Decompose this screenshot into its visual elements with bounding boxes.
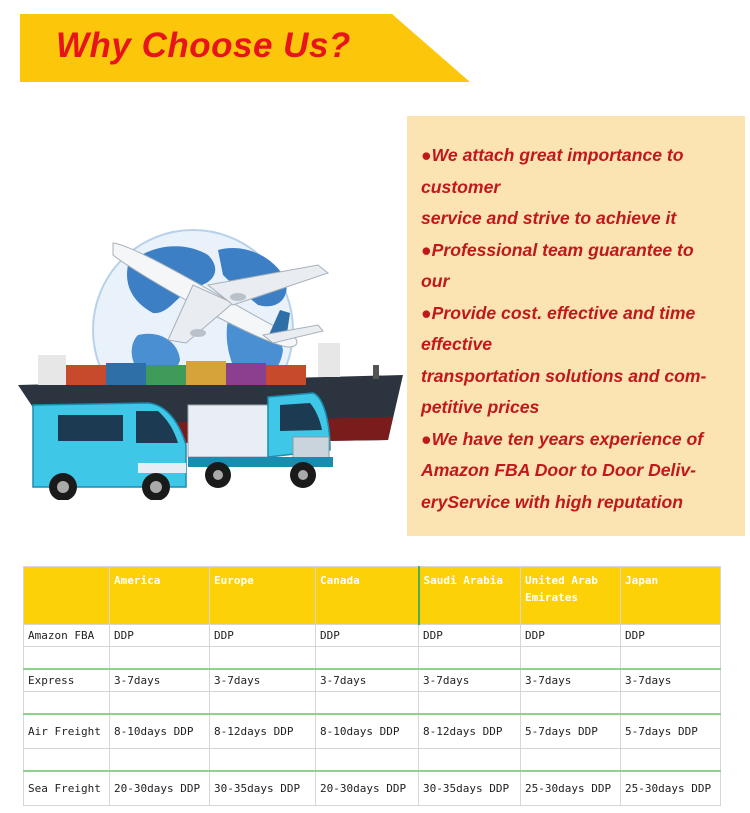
table-cell: 30-35days DDP <box>419 771 521 806</box>
table-cell: DDP <box>419 625 521 647</box>
table-cell: 3-7days <box>621 669 721 692</box>
row-label: Sea Freight <box>24 771 110 806</box>
reason-line: service and strive to achieve it <box>421 208 677 228</box>
table-row <box>24 625 721 647</box>
shipping-rates-table <box>23 566 721 806</box>
column-header-japan: Japan <box>621 567 721 625</box>
table-cell: 3-7days <box>316 669 419 692</box>
table-cell: DDP <box>210 625 316 647</box>
table-spacer-row <box>24 692 721 715</box>
table-spacer-row <box>24 749 721 772</box>
page-title: Why Choose Us? <box>56 26 351 65</box>
row-label: Express <box>24 669 110 692</box>
reason-line: transportation solutions and com- <box>421 365 707 386</box>
table-row <box>24 669 721 692</box>
table-cell: 3-7days <box>110 669 210 692</box>
table-cell: 25-30days DDP <box>621 771 721 806</box>
title-banner <box>20 14 470 82</box>
table-row <box>24 771 721 806</box>
reason-line: Amazon FBA Door to Door Deliv- <box>421 460 696 480</box>
table-cell: DDP <box>521 625 621 647</box>
table-cell: 30-35days DDP <box>210 771 316 806</box>
table-cell: DDP <box>621 625 721 647</box>
reason-line: our <box>421 271 450 291</box>
column-header-canada: Canada <box>316 567 419 625</box>
reason-line: ●Provide cost. effective and time <box>421 302 696 323</box>
row-label: Amazon FBA <box>24 625 110 647</box>
reason-line: petitive prices <box>421 397 540 417</box>
table-cell: 25-30days DDP <box>521 771 621 806</box>
table-header-row <box>24 567 721 625</box>
column-header-uae: United Arab Emirates <box>521 567 621 625</box>
table-cell: 8-12days DDP <box>419 714 521 749</box>
table-cell: 20-30days DDP <box>316 771 419 806</box>
reasons-panel <box>407 116 745 536</box>
table-cell: 5-7days DDP <box>621 714 721 749</box>
column-header-america: America <box>110 567 210 625</box>
column-header <box>24 567 110 625</box>
table-cell: DDP <box>316 625 419 647</box>
table-cell: 3-7days <box>419 669 521 692</box>
reason-line: ●We attach great importance to <box>421 145 684 165</box>
table-cell: 8-10days DDP <box>316 714 419 749</box>
reason-line: ●We have ten years experience of <box>421 428 704 449</box>
reason-line: eryService with high reputation <box>421 491 684 512</box>
table-cell: 3-7days <box>521 669 621 692</box>
reason-line: customer <box>421 176 501 197</box>
column-header-europe: Europe <box>210 567 316 625</box>
truck-icon <box>188 393 333 488</box>
logistics-illustration <box>18 225 410 500</box>
table-cell: 8-12days DDP <box>210 714 316 749</box>
table-row <box>24 714 721 749</box>
row-label: Air Freight <box>24 714 110 749</box>
column-header-saudi-arabia: Saudi Arabia <box>419 567 521 625</box>
delivery-van-icon <box>33 403 186 500</box>
reason-line: ●Professional team guarantee to <box>421 239 694 260</box>
table-spacer-row <box>24 647 721 670</box>
reason-line: effective <box>421 334 493 354</box>
table-cell: 3-7days <box>210 669 316 692</box>
table-cell: 8-10days DDP <box>110 714 210 749</box>
table-cell: 5-7days DDP <box>521 714 621 749</box>
table-cell: 20-30days DDP <box>110 771 210 806</box>
table-cell: DDP <box>110 625 210 647</box>
